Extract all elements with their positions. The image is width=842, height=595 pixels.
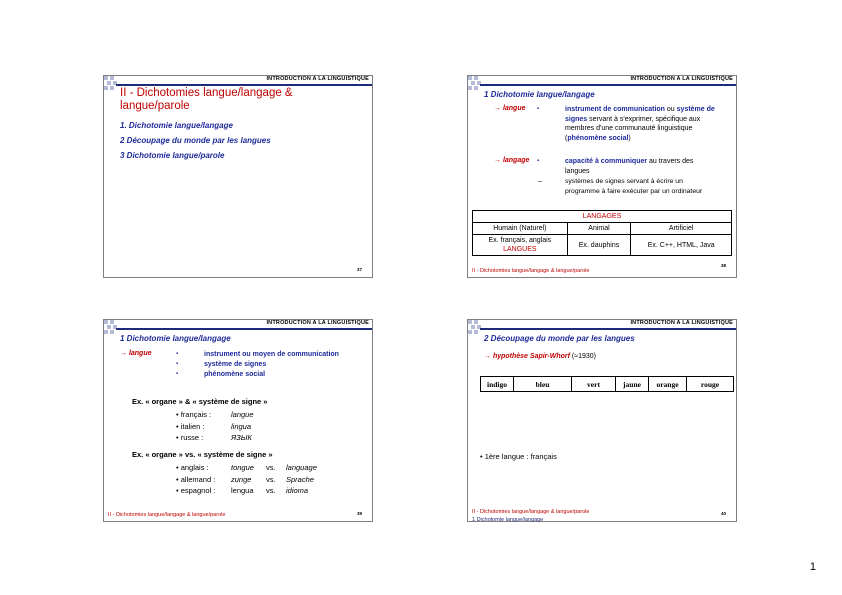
table-cell: Ex. français, anglais LANGUES <box>473 235 568 256</box>
example-2-w1: tongue zunge lengua <box>231 463 254 495</box>
header-label: INTRODUCTION A LA LINGUISTIQUE <box>630 76 733 82</box>
decor-squares-icon <box>104 320 118 334</box>
langue-label: → langue <box>494 105 526 112</box>
langage-label: → langage <box>494 157 530 164</box>
decor-squares-icon <box>468 320 482 334</box>
header-label: INTRODUCTION A LA LINGUISTIQUE <box>266 76 369 82</box>
header-rule <box>116 328 372 330</box>
langage-definition-2: systèmes de signes servant à écrire un programme à faire exécuter par un ordinateur <box>565 178 703 195</box>
example-1-words: langue lingua ЯЗЫК <box>231 410 254 442</box>
toc-item: 2 Découpage du monde par les langues <box>120 136 271 145</box>
slide-footer: II - Dichotomies langue/langage & langue/parole <box>472 509 590 515</box>
langue-definitions: instrument ou moyen de communication système de signes phénomène social <box>204 351 339 378</box>
header-rule <box>480 84 736 86</box>
table-cell: Ex. C++, HTML, Java <box>631 235 732 256</box>
example-2-title: Ex. « organe » vs. « système de signe » <box>132 450 273 459</box>
example-2-langs: • anglais : • allemand : • espagnol : <box>176 463 216 495</box>
slide-number: 38 <box>720 263 726 268</box>
langage-definition: capacité à communiquer au travers des langues <box>565 158 694 175</box>
color-cell: rouge <box>687 377 734 392</box>
example-2-w2: language Sprache idioma <box>286 463 317 495</box>
header-rule <box>480 328 736 330</box>
bullet-square: ▪ <box>537 106 540 112</box>
slide-number: 39 <box>356 511 362 516</box>
color-cell: bleu <box>514 377 572 392</box>
hypothesis-line: → hypothèse Sapir-Whorf (≈1930) <box>484 353 596 360</box>
bullet-square: ▪ <box>537 158 540 164</box>
langue-definition: instrument de communication ou système de signes servant à s'exprimer, spécifique aux membres d'une communauté linguistique (phénomène social) <box>565 106 715 142</box>
slide-footer: II - Dichotomies langue/langage & langue/parole <box>108 512 226 518</box>
bullet-dash: – <box>538 178 542 185</box>
table-cell: Ex. dauphins <box>567 235 631 256</box>
example-1-title: Ex. « organe » & « système de signe » <box>132 397 268 406</box>
slide-subtitle: 1 Dichotomie langue/langage <box>120 334 231 343</box>
table-header: LANGAGES <box>473 211 732 223</box>
slide-footer: II - Dichotomies langue/langage & langue/parole <box>472 268 590 274</box>
example-2-vs: vs. vs. vs. <box>266 463 276 495</box>
color-cell: vert <box>572 377 616 392</box>
toc-item: 1. Dichotomie langue/langage <box>120 121 233 130</box>
color-cell: jaune <box>616 377 649 392</box>
slide-39 <box>103 319 373 522</box>
table-col-header: Artificiel <box>631 223 732 235</box>
table-col-header: Humain (Naturel) <box>473 223 568 235</box>
note-first-language: • 1ère langue : français <box>480 452 557 461</box>
slide-40 <box>467 319 737 522</box>
slide-number: 40 <box>720 511 726 516</box>
color-cell: orange <box>649 377 687 392</box>
slide-number: 37 <box>356 267 362 272</box>
bullet-square: ▪ <box>176 351 179 357</box>
slide-subtitle: 2 Découpage du monde par les langues <box>484 334 635 343</box>
header-rule <box>116 84 372 86</box>
slide-38 <box>467 75 737 278</box>
color-spectrum-table <box>480 376 734 392</box>
langue-label: → langue <box>120 350 152 357</box>
example-1-langs: • français : • italien : • russe : <box>176 410 212 442</box>
decor-squares-icon <box>468 76 482 90</box>
slide-title: II - Dichotomies langue/langage & langue/parole <box>120 87 293 112</box>
decor-squares-icon <box>104 76 118 90</box>
slide-subtitle: 1 Dichotomie langue/langage <box>484 90 595 99</box>
bullet-square: ▪ <box>176 371 179 377</box>
header-label: INTRODUCTION A LA LINGUISTIQUE <box>266 320 369 326</box>
color-cell: indigo <box>481 377 514 392</box>
bullet-square: ▪ <box>176 361 179 367</box>
table-col-header: Animal <box>567 223 631 235</box>
page-number: 1 <box>809 561 816 573</box>
toc-item: 3 Dichotomie langue/parole <box>120 151 225 160</box>
header-label: INTRODUCTION A LA LINGUISTIQUE <box>630 320 733 326</box>
slide-37 <box>103 75 373 278</box>
langages-table <box>472 210 732 256</box>
slide-footer-sub: 1 Dichotomie langue/langage <box>472 517 544 523</box>
